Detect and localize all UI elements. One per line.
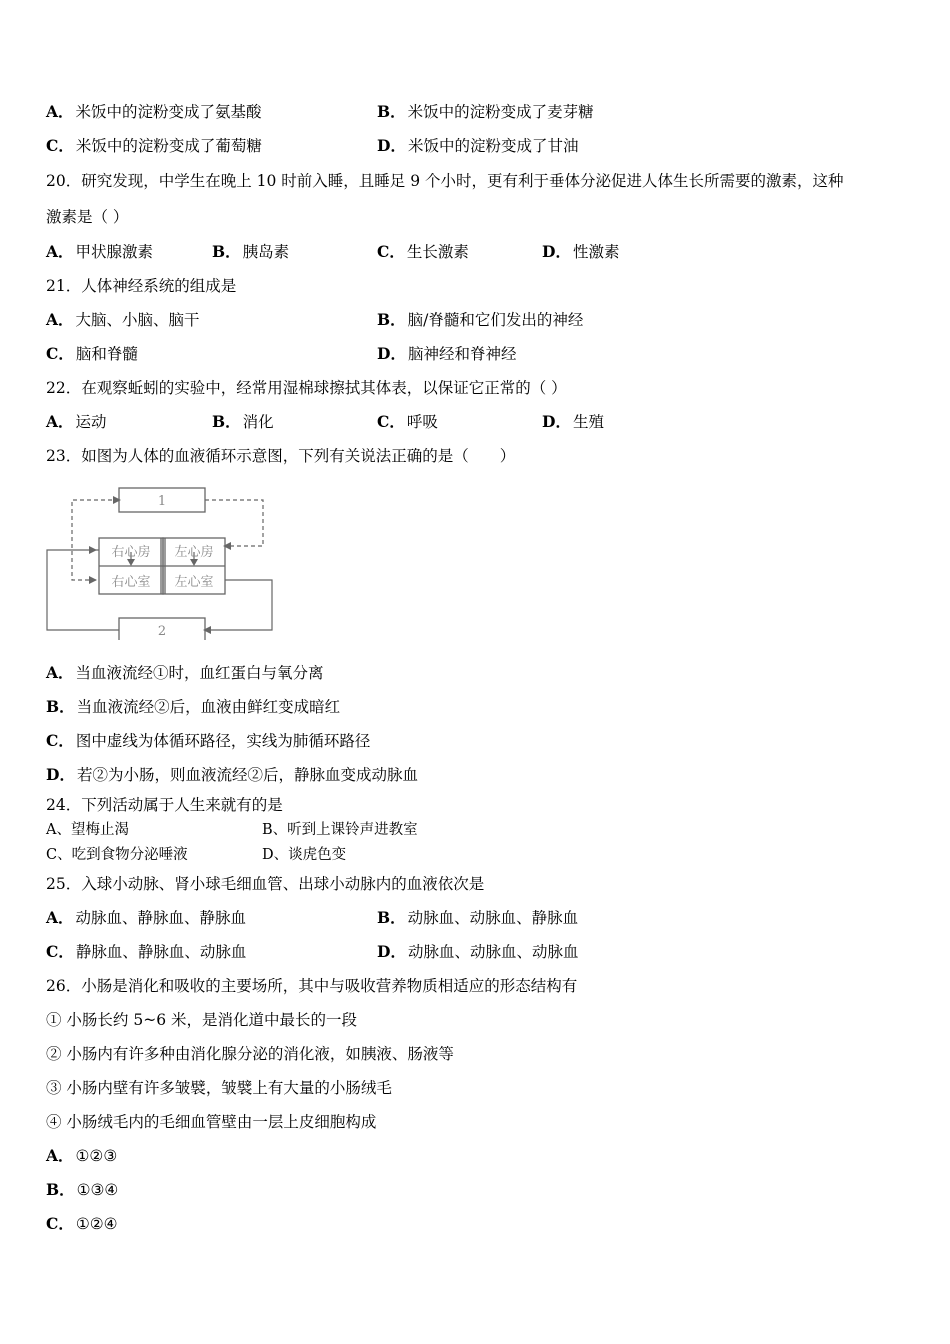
arrow-left-atrium-to-ventricle — [190, 559, 198, 566]
q25-option-c: C． 静脉血、静脉血、动脉血 — [46, 942, 247, 961]
q26-statement-3: ③ 小肠内壁有许多皱襞，皱襞上有大量的小肠绒毛 — [46, 1079, 392, 1097]
left-ventricle-label: 左心室 — [174, 575, 214, 590]
arrow-into-right-ventricle — [89, 576, 97, 584]
q21-option-b: B． 脑/脊髓和它们发出的神经 — [377, 310, 584, 329]
arrow-into-box2 — [203, 626, 211, 634]
q20-option-d: D． 性激素 — [542, 242, 620, 261]
q25-option-a: A． 动脉血、静脉血、静脉血 — [46, 908, 247, 927]
q24-option-c: C、吃到食物分泌唾液 — [46, 847, 188, 863]
q24-option-b: B、听到上课铃声进教室 — [262, 822, 418, 838]
q22-option-c: C． 呼吸 — [377, 412, 438, 431]
q19-option-b: B． 米饭中的淀粉变成了麦芽糖 — [377, 102, 594, 121]
q22-option-a: A． 运动 — [46, 412, 107, 431]
q23-stem: 23．如图为人体的血液循环示意图，下列有关说法正确的是（ ） — [46, 447, 516, 465]
q20-stem-line2: 激素是（ ） — [46, 208, 129, 226]
q20-option-a: A． 甲状腺激素 — [46, 242, 154, 261]
q25-option-b: B． 动脉血、动脉血、静脉血 — [377, 908, 579, 927]
q21-option-c: C． 脑和脊髓 — [46, 344, 138, 363]
q20-stem-line1: 20．研究发现，中学生在晚上 10 时前入睡，且睡足 9 个小时，更有利于垂体分泌促进人体生长所需要的激素，这种 — [46, 172, 844, 190]
right-atrium-label: 右心房 — [111, 545, 151, 560]
arrow-into-right-atrium — [89, 546, 97, 554]
q23-option-b: B． 当血液流经②后，血液由鲜红变成暗红 — [46, 697, 341, 716]
q26-option-c: C． ①②④ — [46, 1214, 118, 1233]
left-atrium-label: 左心房 — [174, 545, 214, 560]
q23-option-a: A． 当血液流经①时，血红蛋白与氧分离 — [46, 663, 324, 682]
q22-option-d: D． 生殖 — [542, 412, 604, 431]
q19-option-d: D． 米饭中的淀粉变成了甘油 — [377, 136, 579, 155]
arrow-into-left-atrium — [223, 542, 231, 550]
q21-option-d: D． 脑神经和脊神经 — [377, 344, 517, 363]
q26-statement-1: ① 小肠长约 5~6 米，是消化道中最长的一段 — [46, 1011, 357, 1029]
q23-option-c: C． 图中虚线为体循环路径，实线为肺循环路径 — [46, 731, 371, 750]
q25-option-d: D． 动脉血、动脉血、动脉血 — [377, 942, 579, 961]
q24-option-a: A、望梅止渴 — [46, 822, 129, 838]
q23-option-d: D． 若②为小肠，则血液流经②后，静脉血变成动脉血 — [46, 765, 418, 784]
q26-option-b: B． ①③④ — [46, 1180, 119, 1199]
q19-option-c: C． 米饭中的淀粉变成了葡萄糖 — [46, 136, 262, 155]
blood-circulation-diagram — [40, 480, 280, 640]
q21-stem: 21．人体神经系统的组成是 — [46, 277, 237, 295]
q22-option-b: B． 消化 — [212, 412, 274, 431]
q21-option-a: A． 大脑、小脑、脑干 — [46, 310, 200, 329]
box2-label: 2 — [157, 624, 167, 639]
box1-label: 1 — [157, 494, 167, 509]
arrow-right-atrium-to-ventricle — [127, 559, 135, 566]
q26-statement-2: ② 小肠内有许多种由消化腺分泌的消化液，如胰液、肠液等 — [46, 1045, 454, 1063]
q26-option-a: A． ①②③ — [46, 1146, 118, 1165]
q24-option-d: D、谈虎色变 — [262, 847, 347, 863]
q26-statement-4: ④ 小肠绒毛内的毛细血管壁由一层上皮细胞构成 — [46, 1113, 377, 1131]
q20-option-c: C． 生长激素 — [377, 242, 469, 261]
q24-stem: 24．下列活动属于人生来就有的是 — [46, 796, 283, 814]
q25-stem: 25．入球小动脉、肾小球毛细血管、出球小动脉内的血液依次是 — [46, 875, 485, 893]
right-ventricle-label: 右心室 — [111, 575, 151, 590]
q19-option-a: A． 米饭中的淀粉变成了氨基酸 — [46, 102, 262, 121]
q20-option-b: B． 胰岛素 — [212, 242, 290, 261]
arrow-into-box1 — [113, 496, 121, 504]
q22-stem: 22．在观察蚯蚓的实验中，经常用湿棉球擦拭其体表，以保证它正常的（ ） — [46, 379, 567, 397]
q26-stem: 26．小肠是消化和吸收的主要场所，其中与吸收营养物质相适应的形态结构有 — [46, 977, 578, 995]
